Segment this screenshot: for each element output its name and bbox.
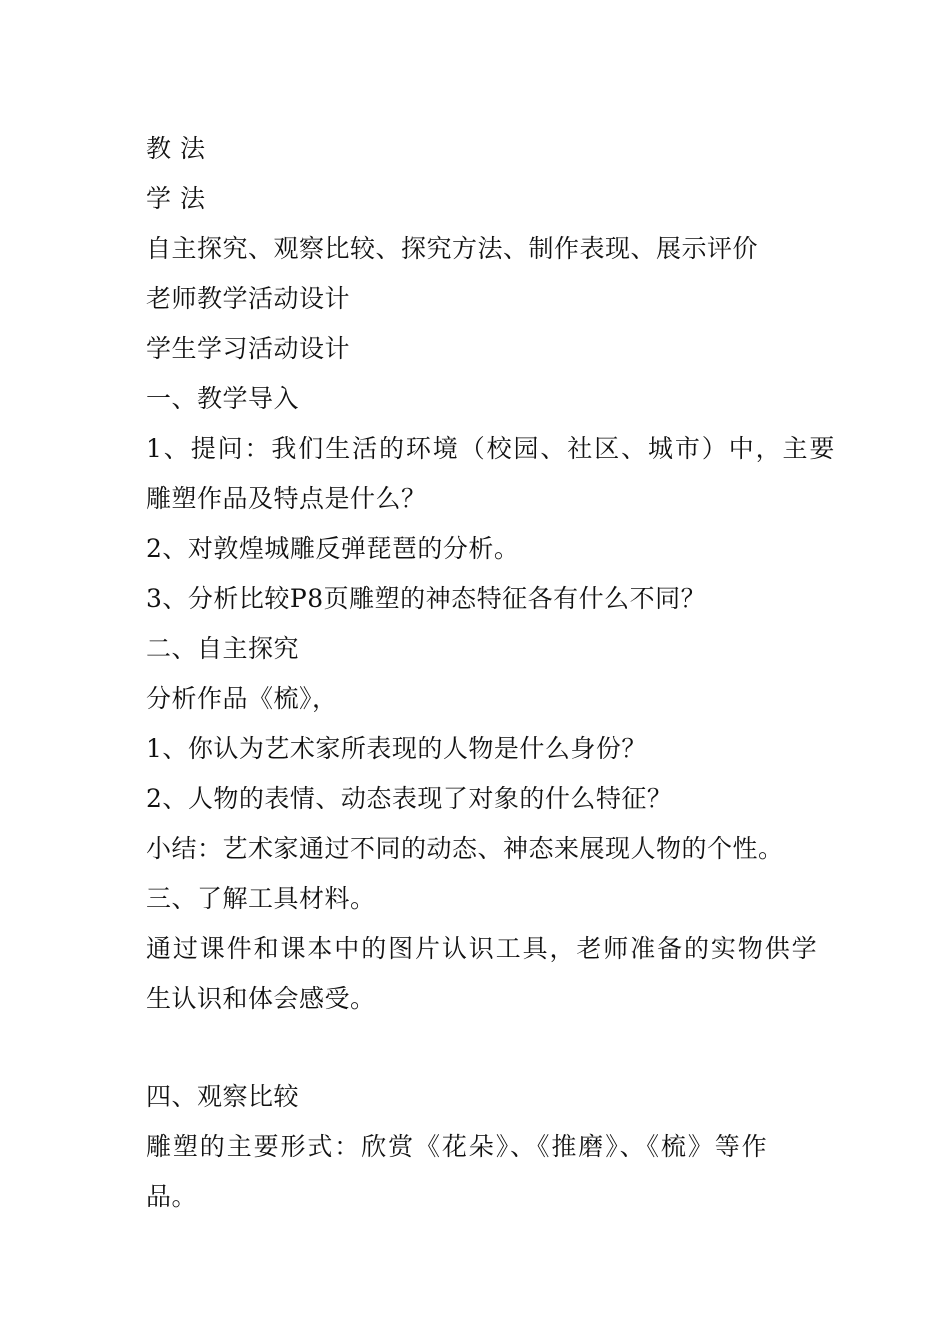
- text-line-analysis-question-1: 1、你认为艺术家所表现的人物是什么身份？: [146, 734, 647, 763]
- text-line-question-1b: 雕塑作品及特点是什么？: [146, 484, 427, 513]
- text-line-methods-list: 自主探究、观察比较、探究方法、制作表现、展示评价: [146, 234, 759, 263]
- text-line-forms-b: 品。: [146, 1182, 198, 1211]
- text-line-analyze-work: 分析作品《梳》，: [146, 684, 338, 713]
- text-line-question-2: 2、对敦煌城雕反弹琵琶的分析。: [146, 534, 520, 563]
- text-line-question-1a: 1、提问：我们生活的环境（校园、社区、城市）中，主要: [146, 434, 837, 463]
- text-line-tools-a: 通过课件和课本中的图片认识工具，老师准备的实物供学: [146, 934, 819, 963]
- section-heading-4: 四、观察比较: [146, 1082, 300, 1111]
- section-heading-1: 一、教学导入: [146, 384, 300, 413]
- section-heading-3: 三、了解工具材料。: [146, 884, 376, 913]
- text-line-teacher-activity: 老师教学活动设计: [146, 284, 351, 313]
- text-line-forms-a: 雕塑的主要形式：欣赏《花朵》、《推磨》、《梳》等作: [146, 1132, 769, 1161]
- section-heading-2: 二、自主探究: [146, 634, 300, 663]
- text-line-question-3: 3、分析比较P8页雕塑的神态特征各有什么不同？: [146, 584, 707, 613]
- text-line-teaching-method: 教 法: [146, 134, 206, 163]
- text-line-learning-method: 学 法: [146, 184, 206, 213]
- text-line-tools-b: 生认识和体会感受。: [146, 984, 376, 1013]
- text-line-summary: 小结：艺术家通过不同的动态、神态来展现人物的个性。: [146, 834, 784, 863]
- text-line-analysis-question-2: 2、人物的表情、动态表现了对象的什么特征？: [146, 784, 673, 813]
- text-line-student-activity: 学生学习活动设计: [146, 334, 351, 363]
